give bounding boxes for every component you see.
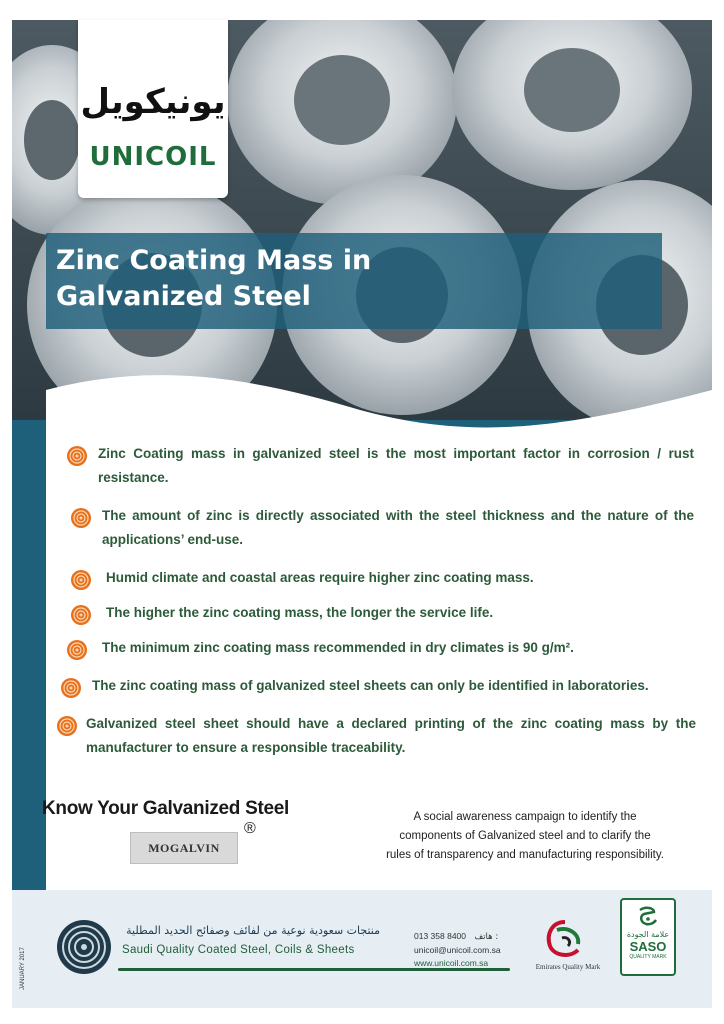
campaign-line-2: components of Galvanized steel and to clarify the bbox=[399, 830, 651, 842]
title-line-1: Zinc Coating Mass in bbox=[56, 245, 372, 276]
coil-swirl-icon bbox=[60, 677, 82, 699]
company-tagline-arabic: منتجات سعودية نوعية من لفائف وصفائح الحديد المطلية bbox=[126, 924, 380, 937]
emirates-quality-mark-label: Emirates Quality Mark bbox=[535, 963, 601, 971]
list-item: The zinc coating mass of galvanized steel sheets can only be identified in laboratories. bbox=[60, 674, 696, 698]
phone-number: 013 358 8400 bbox=[414, 931, 466, 941]
saso-glyph-icon bbox=[636, 904, 660, 928]
coil-swirl-icon bbox=[70, 604, 92, 626]
coil-swirl-icon bbox=[56, 715, 78, 737]
saso-sub-label: QUALITY MARK bbox=[629, 954, 667, 960]
title-band bbox=[46, 233, 662, 329]
campaign-description bbox=[360, 808, 690, 865]
phone-label: هاتف : bbox=[474, 932, 499, 942]
mogalvin-mark: MOGALVIN bbox=[130, 832, 238, 864]
list-item: The amount of zinc is directly associated with the steel thickness and the nature of the applications’ end-use. bbox=[70, 504, 694, 552]
campaign-heading: Know Your Galvanized Steel bbox=[42, 798, 290, 819]
coil-swirl-icon bbox=[70, 507, 92, 529]
emirates-quality-mark-icon bbox=[540, 916, 590, 962]
coil-swirl-icon bbox=[66, 445, 88, 467]
campaign-line-1: A social awareness campaign to identify the bbox=[413, 811, 637, 823]
list-item: The higher the zinc coating mass, the longer the service life. bbox=[70, 601, 694, 625]
unicoil-swirl-icon bbox=[55, 918, 113, 976]
page-title bbox=[56, 243, 476, 315]
list-item: Zinc Coating mass in galvanized steel is the most important factor in corrosion / rust resistance. bbox=[66, 442, 694, 490]
list-item: The minimum zinc coating mass recommended in dry climates is 90 g/m². bbox=[66, 636, 694, 660]
logo-arabic-text: يونيكويل bbox=[80, 82, 226, 122]
footer bbox=[12, 890, 712, 1008]
coil-swirl-icon bbox=[66, 639, 88, 661]
list-item: Galvanized steel sheet should have a declared printing of the zinc coating mass by the manufacturer to ensure a responsible traceability. bbox=[56, 712, 696, 760]
logo-latin-text: UNICOIL bbox=[89, 142, 217, 172]
phone-row bbox=[414, 930, 501, 944]
registered-symbol: ® bbox=[244, 820, 256, 837]
campaign-line-3: rules of transparency and manufacturing responsibility. bbox=[386, 849, 664, 861]
saso-arabic-label: علامة الجودة bbox=[626, 930, 670, 939]
company-tagline-english: Saudi Quality Coated Steel, Coils & Sheets bbox=[122, 944, 355, 956]
email-address: unicoil@unicoil.com.sa bbox=[414, 945, 501, 955]
title-line-2: Galvanized Steel bbox=[56, 281, 311, 312]
coil-swirl-icon bbox=[70, 569, 92, 591]
unicoil-logo bbox=[78, 20, 228, 198]
publication-date: JANUARY 2017 bbox=[20, 947, 26, 990]
contact-info bbox=[414, 930, 501, 970]
website-address: www.unicoil.com.sa bbox=[414, 958, 489, 968]
saso-label: SASO bbox=[629, 939, 667, 954]
saso-quality-mark bbox=[620, 898, 676, 976]
list-item: Humid climate and coastal areas require higher zinc coating mass. bbox=[70, 566, 694, 590]
